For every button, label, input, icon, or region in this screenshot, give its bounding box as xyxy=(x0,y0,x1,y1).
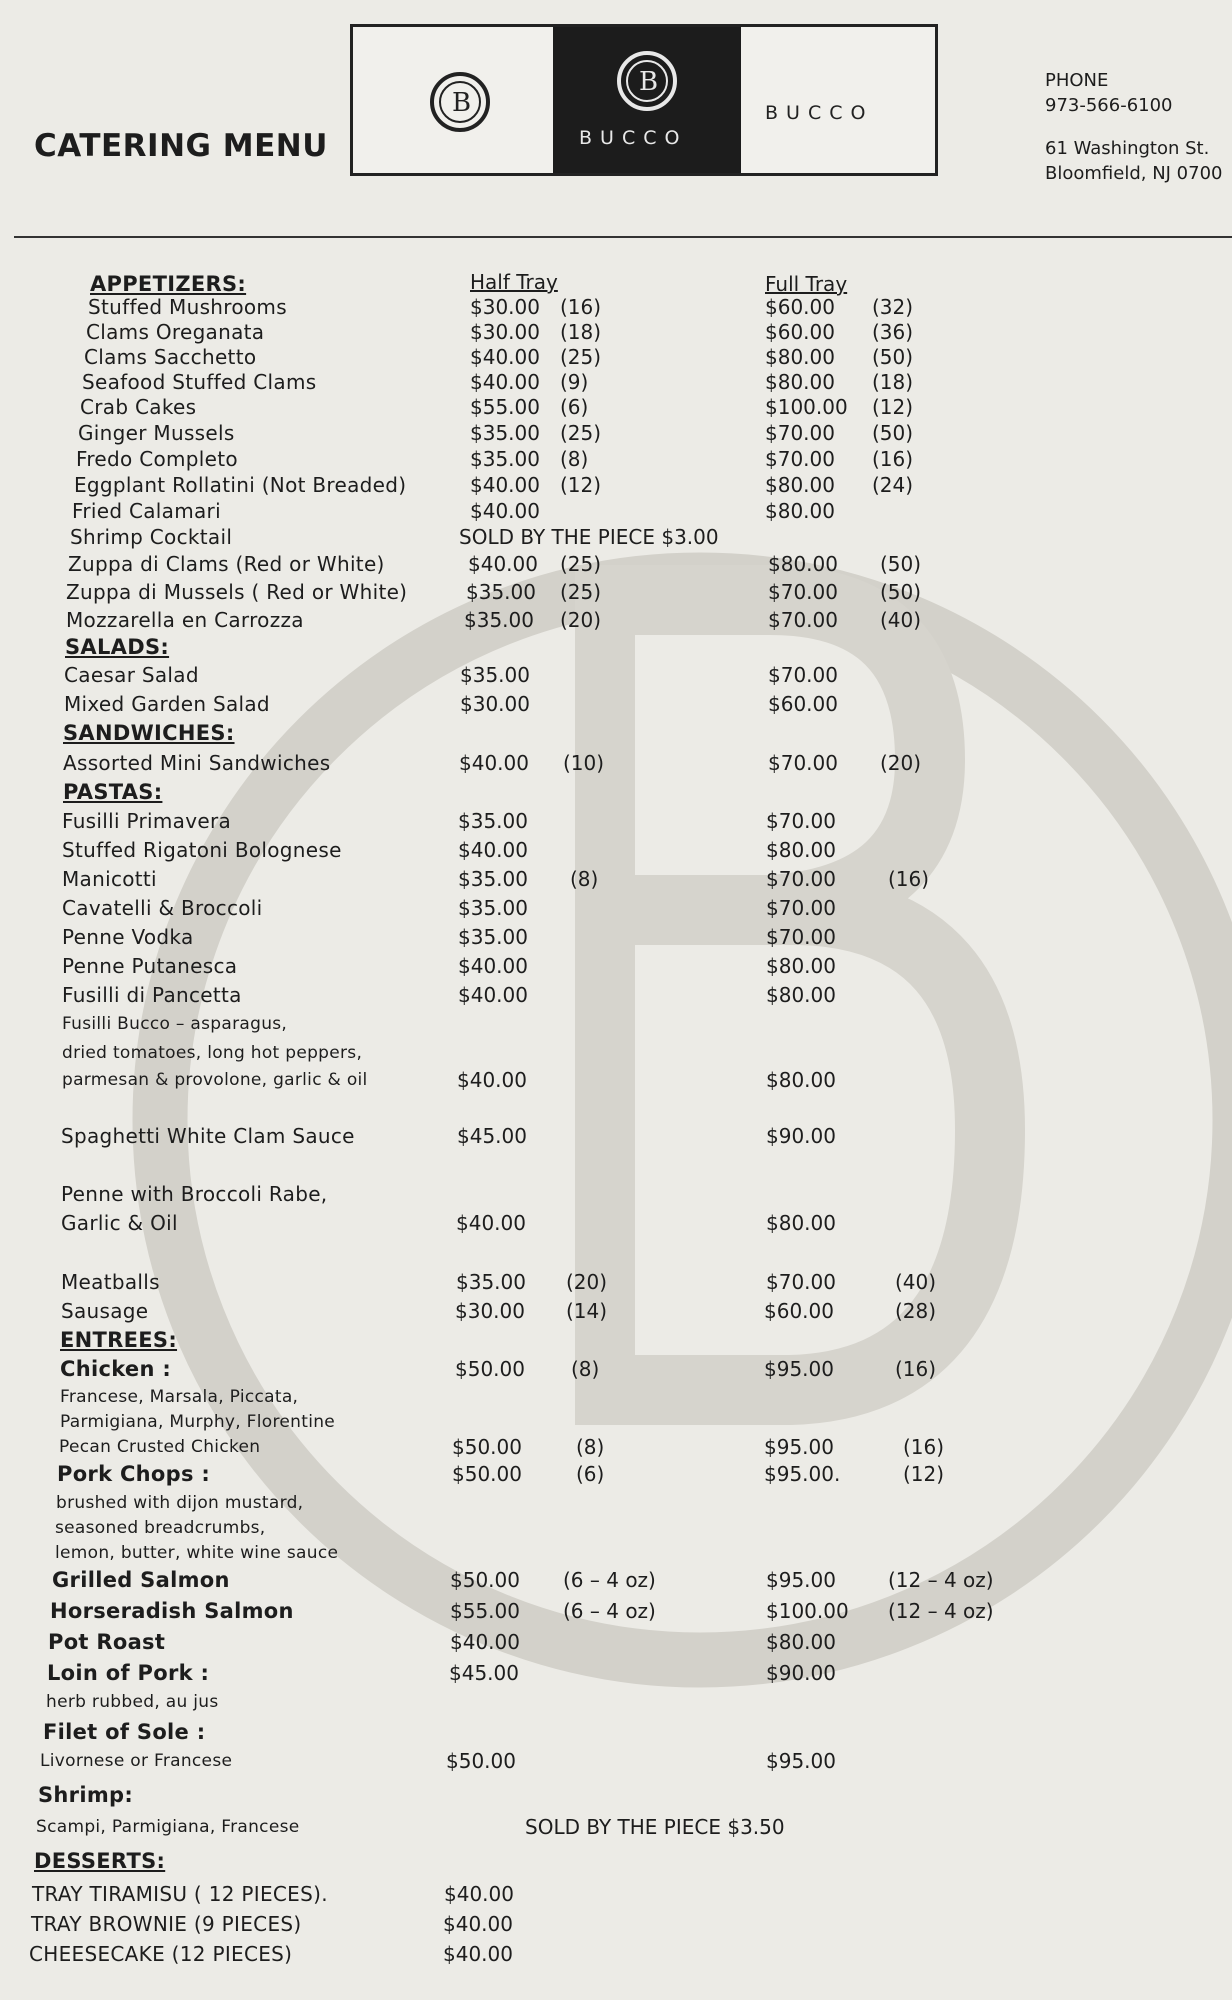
menu-row xyxy=(0,865,1232,893)
item-name: Stuffed Rigatoni Bolognese xyxy=(62,838,342,862)
section-heading xyxy=(0,778,1232,806)
full-tray-price: $70.00 xyxy=(766,1270,836,1294)
full-tray-price: $95.00 xyxy=(766,1749,836,1773)
half-tray-price: $35.00 xyxy=(458,925,528,949)
logo-panel-right xyxy=(741,27,935,173)
item-name: dried tomatoes, long hot peppers, xyxy=(62,1043,363,1063)
half-tray-price: $35.00 xyxy=(464,608,534,632)
half-tray-price: $40.00 xyxy=(450,1630,520,1654)
item-name: brushed with dijon mustard, xyxy=(56,1493,304,1513)
logo-letter: B xyxy=(639,67,659,97)
half-tray-heading: Half Tray xyxy=(470,270,558,294)
full-tray-price: $60.00 xyxy=(764,1299,834,1323)
half-tray-quantity: (25) xyxy=(560,421,602,445)
brand-wordmark: BUCCO xyxy=(579,127,688,149)
logo-strip xyxy=(350,24,938,176)
half-tray-price: $40.00 xyxy=(470,370,540,394)
menu-row xyxy=(0,1383,1232,1411)
menu-row xyxy=(0,1539,1232,1567)
full-tray-quantity: (40) xyxy=(880,608,922,632)
logo-panel-left xyxy=(353,27,553,173)
half-tray-price: $35.00 xyxy=(470,421,540,445)
full-tray-price: $100.00 xyxy=(765,395,848,419)
half-tray-price: $50.00 xyxy=(452,1435,522,1459)
menu-row xyxy=(0,1880,1232,1908)
half-tray-price: $40.00 xyxy=(468,552,538,576)
section-title: SANDWICHES: xyxy=(63,721,235,745)
full-tray-price: $80.00 xyxy=(766,1068,836,1092)
half-tray-quantity: (20) xyxy=(566,1270,608,1294)
half-tray-price: $30.00 xyxy=(470,295,540,319)
menu-row xyxy=(0,1268,1232,1296)
half-tray-price: $55.00 xyxy=(450,1599,520,1623)
menu-row xyxy=(0,836,1232,864)
half-tray-price: $50.00 xyxy=(452,1462,522,1486)
full-tray-quantity: (16) xyxy=(888,867,930,891)
item-name: Mozzarella en Carrozza xyxy=(66,608,304,632)
item-name: herb rubbed, au jus xyxy=(46,1692,219,1712)
menu-row xyxy=(0,550,1232,578)
item-name: Crab Cakes xyxy=(80,395,197,419)
full-tray-price: $80.00 xyxy=(768,552,838,576)
logo-emblem-icon xyxy=(353,27,553,173)
full-tray-quantity: (12) xyxy=(872,395,914,419)
full-tray-quantity: (50) xyxy=(872,421,914,445)
item-name: Zuppa di Clams (Red or White) xyxy=(68,552,385,576)
menu-row xyxy=(0,1628,1232,1656)
menu-row xyxy=(0,1718,1232,1746)
half-tray-price: $40.00 xyxy=(470,499,540,523)
item-name: Fredo Completo xyxy=(76,447,238,471)
half-tray-price: $40.00 xyxy=(443,1912,513,1936)
menu-row xyxy=(0,1910,1232,1938)
item-name: Stuffed Mushrooms xyxy=(88,295,287,319)
menu-row xyxy=(0,1433,1232,1461)
brand-wordmark: BUCCO xyxy=(765,102,874,124)
half-tray-quantity: (14) xyxy=(566,1299,608,1323)
half-tray-price: $40.00 xyxy=(456,1211,526,1235)
menu-row xyxy=(0,1297,1232,1325)
menu-row xyxy=(0,497,1232,525)
full-tray-quantity: (18) xyxy=(872,370,914,394)
full-tray-price: $70.00 xyxy=(766,867,836,891)
half-tray-price: $35.00 xyxy=(458,896,528,920)
menu-row xyxy=(0,1489,1232,1517)
half-tray-price: $50.00 xyxy=(446,1749,516,1773)
menu-row xyxy=(0,1066,1232,1094)
item-name: Manicotti xyxy=(62,867,157,891)
half-tray-quantity: (6) xyxy=(560,395,589,419)
full-tray-quantity: (50) xyxy=(880,552,922,576)
section-heading xyxy=(0,1847,1232,1875)
half-tray-quantity: (10) xyxy=(563,751,605,775)
menu-row xyxy=(0,419,1232,447)
half-tray-price: $50.00 xyxy=(450,1568,520,1592)
item-name: Pot Roast xyxy=(48,1630,166,1654)
menu-row xyxy=(0,1122,1232,1150)
item-name: TRAY TIRAMISU ( 12 PIECES). xyxy=(32,1882,328,1906)
item-name: Spaghetti White Clam Sauce xyxy=(61,1124,355,1148)
half-tray-quantity: (20) xyxy=(560,608,602,632)
item-name: Ginger Mussels xyxy=(78,421,235,445)
full-tray-price: $80.00 xyxy=(766,983,836,1007)
menu-row xyxy=(0,1688,1232,1716)
menu-row xyxy=(0,1355,1232,1383)
half-tray-price: $40.00 xyxy=(444,1882,514,1906)
full-tray-price: $80.00 xyxy=(766,1630,836,1654)
menu-row xyxy=(0,471,1232,499)
item-name: Garlic & Oil xyxy=(61,1211,178,1235)
section-title: PASTAS: xyxy=(63,780,163,804)
item-name: TRAY BROWNIE (9 PIECES) xyxy=(31,1912,302,1936)
menu-row xyxy=(0,807,1232,835)
menu-row xyxy=(0,1460,1232,1488)
menu-row xyxy=(0,523,1232,551)
full-tray-quantity: (28) xyxy=(895,1299,937,1323)
item-name: Filet of Sole : xyxy=(43,1720,206,1744)
half-tray-price: $45.00 xyxy=(449,1661,519,1685)
header-divider xyxy=(14,236,1232,238)
full-tray-quantity: (24) xyxy=(872,473,914,497)
item-name: Seafood Stuffed Clams xyxy=(82,370,317,394)
half-tray-quantity: (8) xyxy=(570,867,599,891)
half-tray-price: $30.00 xyxy=(470,320,540,344)
item-name: Fusilli di Pancetta xyxy=(62,983,242,1007)
menu-row xyxy=(0,1039,1232,1067)
half-tray-price: $35.00 xyxy=(470,447,540,471)
item-name: Fried Calamari xyxy=(72,499,221,523)
section-title: ENTREES: xyxy=(60,1328,178,1352)
full-tray-price: $70.00 xyxy=(765,421,835,445)
menu-row xyxy=(0,1566,1232,1594)
menu-row xyxy=(0,1514,1232,1542)
item-name: Chicken : xyxy=(60,1357,172,1381)
half-tray-quantity: (25) xyxy=(560,345,602,369)
item-name: lemon, butter, white wine sauce xyxy=(55,1543,339,1563)
menu-row xyxy=(0,293,1232,321)
full-tray-price: $80.00 xyxy=(766,1211,836,1235)
item-name: seasoned breadcrumbs, xyxy=(55,1518,266,1538)
menu-title: CATERING MENU xyxy=(34,128,328,164)
menu-row xyxy=(0,923,1232,951)
half-tray-quantity: (8) xyxy=(576,1435,605,1459)
menu-row xyxy=(0,1010,1232,1038)
menu-row xyxy=(0,749,1232,777)
half-tray-price: $35.00 xyxy=(458,809,528,833)
full-tray-quantity: (20) xyxy=(880,751,922,775)
item-name: Assorted Mini Sandwiches xyxy=(63,751,331,775)
item-name: Clams Oreganata xyxy=(86,320,265,344)
half-tray-price: $40.00 xyxy=(458,983,528,1007)
menu-row xyxy=(0,1209,1232,1237)
menu-row xyxy=(0,1659,1232,1687)
menu-row xyxy=(0,1813,1232,1841)
half-tray-quantity: (9) xyxy=(560,370,589,394)
full-tray-heading: Full Tray xyxy=(765,272,848,296)
full-tray-quantity: (16) xyxy=(872,447,914,471)
full-tray-price: $100.00 xyxy=(766,1599,849,1623)
menu-row xyxy=(0,1408,1232,1436)
full-tray-price: $80.00 xyxy=(765,499,835,523)
menu-row xyxy=(0,1597,1232,1625)
menu-row xyxy=(0,393,1232,421)
half-tray-price: $30.00 xyxy=(460,692,530,716)
full-tray-quantity: (50) xyxy=(880,580,922,604)
item-name: Loin of Pork : xyxy=(47,1661,210,1685)
half-tray-quantity: (6 – 4 oz) xyxy=(563,1568,656,1592)
full-tray-price: $95.00 xyxy=(766,1568,836,1592)
full-tray-price: $60.00 xyxy=(765,295,835,319)
half-tray-price: $35.00 xyxy=(456,1270,526,1294)
half-tray-quantity: (6) xyxy=(576,1462,605,1486)
menu-row xyxy=(0,368,1232,396)
menu-row xyxy=(0,343,1232,371)
section-title: APPETIZERS: xyxy=(90,272,247,296)
menu-row xyxy=(0,578,1232,606)
full-tray-price: $70.00 xyxy=(766,925,836,949)
item-name: Fusilli Bucco – asparagus, xyxy=(62,1014,288,1034)
section-heading xyxy=(0,1326,1232,1354)
item-name: Cavatelli & Broccoli xyxy=(62,896,263,920)
menu-row xyxy=(0,318,1232,346)
phone-number: 973-566-6100 xyxy=(1045,95,1173,116)
contact-block xyxy=(1045,68,1223,186)
item-name: Meatballs xyxy=(61,1270,160,1294)
full-tray-quantity: (16) xyxy=(903,1435,945,1459)
full-tray-price: $70.00 xyxy=(765,447,835,471)
half-tray-price: $55.00 xyxy=(470,395,540,419)
full-tray-price: $80.00 xyxy=(765,473,835,497)
item-name: Penne Vodka xyxy=(62,925,194,949)
half-tray-quantity: (25) xyxy=(560,580,602,604)
menu-row xyxy=(0,894,1232,922)
logo-letter: B xyxy=(452,88,472,118)
item-name: Pork Chops : xyxy=(57,1462,211,1486)
menu-row xyxy=(0,606,1232,634)
half-tray-price: $35.00 xyxy=(458,867,528,891)
half-tray-quantity: (8) xyxy=(571,1357,600,1381)
half-tray-quantity: (8) xyxy=(560,447,589,471)
menu-row xyxy=(0,661,1232,689)
piece-price-note: SOLD BY THE PIECE $3.00 xyxy=(459,525,719,549)
half-tray-price: $40.00 xyxy=(457,1068,527,1092)
item-name: CHEESECAKE (12 PIECES) xyxy=(29,1942,293,1966)
full-tray-price: $80.00 xyxy=(766,954,836,978)
half-tray-quantity: (6 – 4 oz) xyxy=(563,1599,656,1623)
item-name: Clams Sacchetto xyxy=(84,345,257,369)
phone-label: PHONE xyxy=(1045,70,1109,91)
menu-row xyxy=(0,690,1232,718)
item-name: Caesar Salad xyxy=(64,663,199,687)
address-line-1: 61 Washington St. xyxy=(1045,138,1210,159)
full-tray-price: $70.00 xyxy=(768,663,838,687)
item-name: Sausage xyxy=(61,1299,149,1323)
half-tray-price: $50.00 xyxy=(455,1357,525,1381)
item-name: Scampi, Parmigiana, Francese xyxy=(36,1817,300,1837)
full-tray-price: $90.00 xyxy=(766,1661,836,1685)
full-tray-price: $80.00 xyxy=(766,838,836,862)
item-name: Fusilli Primavera xyxy=(62,809,232,833)
half-tray-price: $30.00 xyxy=(455,1299,525,1323)
full-tray-quantity: (12 – 4 oz) xyxy=(888,1568,994,1592)
half-tray-price: $40.00 xyxy=(458,954,528,978)
item-name: Pecan Crusted Chicken xyxy=(59,1437,261,1457)
half-tray-price: $40.00 xyxy=(443,1942,513,1966)
half-tray-price: $40.00 xyxy=(470,345,540,369)
full-tray-quantity: (50) xyxy=(872,345,914,369)
half-tray-price: $35.00 xyxy=(460,663,530,687)
full-tray-price: $95.00 xyxy=(764,1357,834,1381)
half-tray-price: $40.00 xyxy=(470,473,540,497)
item-name: Shrimp Cocktail xyxy=(70,525,233,549)
half-tray-price: $35.00 xyxy=(466,580,536,604)
full-tray-quantity: (12 – 4 oz) xyxy=(888,1599,994,1623)
full-tray-price: $60.00 xyxy=(768,692,838,716)
full-tray-quantity: (40) xyxy=(895,1270,937,1294)
section-heading xyxy=(0,633,1232,661)
half-tray-price: $45.00 xyxy=(457,1124,527,1148)
full-tray-price: $60.00 xyxy=(765,320,835,344)
full-tray-price: $70.00 xyxy=(768,751,838,775)
full-tray-quantity: (12) xyxy=(903,1462,945,1486)
logo-panel-center xyxy=(553,27,741,173)
menu-row xyxy=(0,1180,1232,1208)
menu-row xyxy=(0,1940,1232,1968)
item-name: parmesan & provolone, garlic & oil xyxy=(62,1070,368,1090)
section-title: SALADS: xyxy=(65,635,170,659)
half-tray-price: $40.00 xyxy=(459,751,529,775)
menu-row xyxy=(0,952,1232,980)
full-tray-price: $80.00 xyxy=(765,345,835,369)
half-tray-quantity: (18) xyxy=(560,320,602,344)
half-tray-price: $40.00 xyxy=(458,838,528,862)
item-name: Horseradish Salmon xyxy=(50,1599,294,1623)
item-name: Penne Putanesca xyxy=(62,954,238,978)
full-tray-quantity: (16) xyxy=(895,1357,937,1381)
menu-row xyxy=(0,1747,1232,1775)
menu-row xyxy=(0,981,1232,1009)
full-tray-quantity: (36) xyxy=(872,320,914,344)
full-tray-price: $70.00 xyxy=(766,896,836,920)
full-tray-price: $95.00. xyxy=(764,1462,841,1486)
address-line-2: Bloomfield, NJ 0700 xyxy=(1045,163,1223,184)
section-title: DESSERTS: xyxy=(34,1849,166,1873)
item-name: Grilled Salmon xyxy=(52,1568,230,1592)
half-tray-quantity: (12) xyxy=(560,473,602,497)
full-tray-price: $95.00 xyxy=(764,1435,834,1459)
section-heading xyxy=(0,719,1232,747)
half-tray-quantity: (16) xyxy=(560,295,602,319)
half-tray-quantity: (25) xyxy=(560,552,602,576)
menu-row xyxy=(0,445,1232,473)
logo-emblem-icon xyxy=(553,27,741,127)
item-name: Parmigiana, Murphy, Florentine xyxy=(60,1412,336,1432)
full-tray-quantity: (32) xyxy=(872,295,914,319)
full-tray-price: $70.00 xyxy=(768,608,838,632)
item-name: Zuppa di Mussels ( Red or White) xyxy=(66,580,408,604)
item-name: Eggplant Rollatini (Not Breaded) xyxy=(74,473,407,497)
full-tray-price: $70.00 xyxy=(766,809,836,833)
item-name: Shrimp: xyxy=(38,1783,134,1807)
full-tray-price: $80.00 xyxy=(765,370,835,394)
item-name: Livornese or Francese xyxy=(40,1751,233,1771)
full-tray-price: $70.00 xyxy=(768,580,838,604)
item-name: Francese, Marsala, Piccata, xyxy=(60,1387,299,1407)
item-name: Mixed Garden Salad xyxy=(64,692,270,716)
full-tray-price: $90.00 xyxy=(766,1124,836,1148)
menu-row xyxy=(0,1781,1232,1809)
piece-price-note: SOLD BY THE PIECE $3.50 xyxy=(525,1815,785,1839)
item-name: Penne with Broccoli Rabe, xyxy=(61,1182,328,1206)
